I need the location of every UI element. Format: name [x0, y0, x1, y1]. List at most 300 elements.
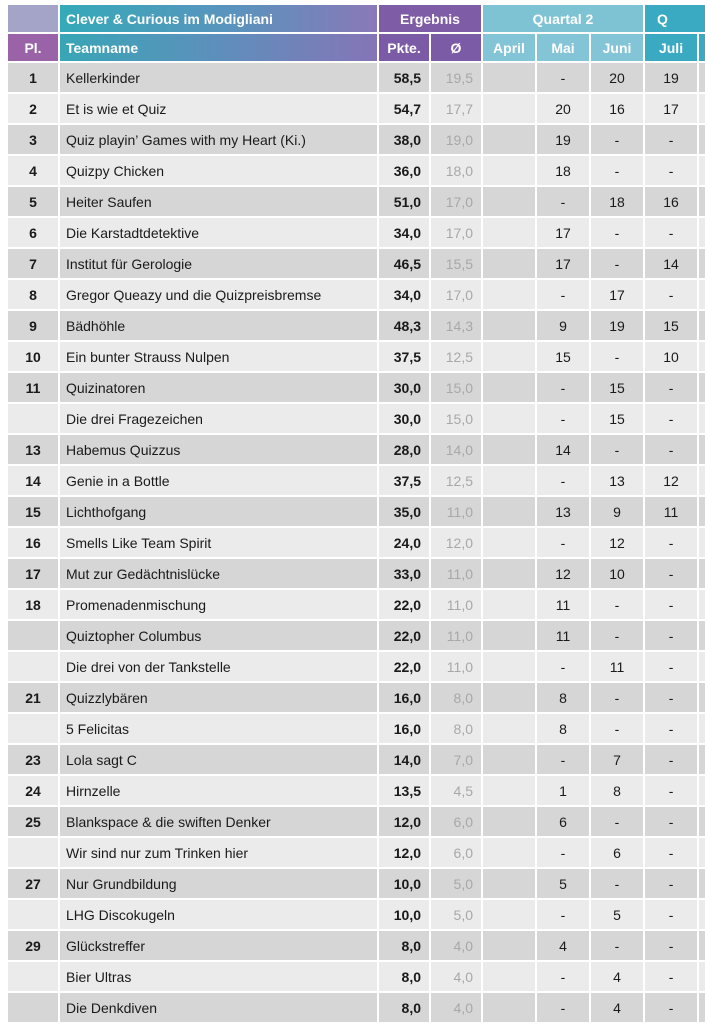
cell-place: 16 — [8, 528, 60, 559]
cell-april — [483, 683, 537, 714]
cell-points: 22,0 — [379, 621, 431, 652]
cell-place: 13 — [8, 435, 60, 466]
header-corner — [8, 5, 60, 34]
column-header-team[interactable]: Teamname — [60, 34, 379, 63]
cell-overflow — [699, 373, 705, 404]
cell-place: 8 — [8, 280, 60, 311]
cell-juli: - — [645, 528, 699, 559]
cell-overflow — [699, 125, 705, 156]
cell-mai: 15 — [537, 342, 591, 373]
cell-mai: 14 — [537, 435, 591, 466]
cell-juni: - — [591, 869, 645, 900]
cell-points: 38,0 — [379, 125, 431, 156]
cell-average: 5,0 — [431, 869, 483, 900]
cell-april — [483, 342, 537, 373]
cell-mai: 12 — [537, 559, 591, 590]
cell-overflow — [699, 187, 705, 218]
cell-points: 8,0 — [379, 962, 431, 993]
cell-average: 4,0 — [431, 962, 483, 993]
cell-juni: - — [591, 590, 645, 621]
cell-juni: 12 — [591, 528, 645, 559]
cell-overflow — [699, 838, 705, 869]
cell-team-name: Bädhöhle — [60, 311, 379, 342]
table-row[interactable] — [8, 156, 705, 187]
cell-team-name: Et is wie et Quiz — [60, 94, 379, 125]
table-row[interactable] — [8, 776, 705, 807]
cell-overflow — [699, 962, 705, 993]
cell-april — [483, 962, 537, 993]
table-row[interactable] — [8, 497, 705, 528]
cell-team-name: Kellerkinder — [60, 63, 379, 94]
cell-place: 9 — [8, 311, 60, 342]
cell-april — [483, 63, 537, 94]
table-row[interactable] — [8, 311, 705, 342]
table-row[interactable] — [8, 807, 705, 838]
cell-place — [8, 404, 60, 435]
cell-juni: - — [591, 435, 645, 466]
table-row[interactable] — [8, 838, 705, 869]
cell-team-name: Glückstreffer — [60, 931, 379, 962]
cell-april — [483, 776, 537, 807]
cell-average: 18,0 — [431, 156, 483, 187]
group-header-quarter: Quartal 2 — [483, 5, 645, 34]
cell-mai: 8 — [537, 714, 591, 745]
table-row[interactable] — [8, 63, 705, 94]
cell-average: 4,5 — [431, 776, 483, 807]
cell-overflow — [699, 807, 705, 838]
cell-average: 12,0 — [431, 528, 483, 559]
cell-juli: - — [645, 807, 699, 838]
cell-mai: 13 — [537, 497, 591, 528]
cell-team-name: Ein bunter Strauss Nulpen — [60, 342, 379, 373]
cell-juli: - — [645, 435, 699, 466]
table-row[interactable] — [8, 931, 705, 962]
table-row[interactable] — [8, 528, 705, 559]
cell-overflow — [699, 466, 705, 497]
cell-team-name: Heiter Saufen — [60, 187, 379, 218]
table-row[interactable] — [8, 125, 705, 156]
cell-overflow — [699, 683, 705, 714]
cell-juli: - — [645, 900, 699, 931]
cell-average: 14,3 — [431, 311, 483, 342]
cell-points: 34,0 — [379, 218, 431, 249]
cell-mai: 8 — [537, 683, 591, 714]
cell-place: 15 — [8, 497, 60, 528]
cell-overflow — [699, 931, 705, 962]
cell-points: 30,0 — [379, 373, 431, 404]
cell-juli: - — [645, 962, 699, 993]
cell-mai: - — [537, 404, 591, 435]
cell-mai: - — [537, 528, 591, 559]
cell-april — [483, 900, 537, 931]
cell-points: 37,5 — [379, 342, 431, 373]
cell-juni: - — [591, 342, 645, 373]
column-header-place[interactable]: Pl. — [8, 34, 60, 63]
cell-place: 6 — [8, 218, 60, 249]
table-row[interactable] — [8, 993, 705, 1024]
cell-average: 5,0 — [431, 900, 483, 931]
cell-average: 11,0 — [431, 559, 483, 590]
cell-place: 29 — [8, 931, 60, 962]
cell-team-name: Quizzlybären — [60, 683, 379, 714]
cell-points: 12,0 — [379, 807, 431, 838]
cell-april — [483, 280, 537, 311]
cell-points: 54,7 — [379, 94, 431, 125]
column-header-overflow — [699, 34, 705, 63]
table-row[interactable] — [8, 466, 705, 497]
cell-juli: - — [645, 404, 699, 435]
cell-place: 17 — [8, 559, 60, 590]
cell-overflow — [699, 497, 705, 528]
cell-team-name: Wir sind nur zum Trinken hier — [60, 838, 379, 869]
cell-april — [483, 621, 537, 652]
cell-juli: - — [645, 776, 699, 807]
cell-points: 34,0 — [379, 280, 431, 311]
cell-april — [483, 838, 537, 869]
cell-juli: - — [645, 373, 699, 404]
cell-average: 15,0 — [431, 404, 483, 435]
cell-juni: - — [591, 931, 645, 962]
table-row[interactable] — [8, 435, 705, 466]
cell-juni: 4 — [591, 962, 645, 993]
cell-mai: 9 — [537, 311, 591, 342]
cell-points: 37,5 — [379, 466, 431, 497]
cell-overflow — [699, 993, 705, 1024]
cell-mai: - — [537, 900, 591, 931]
cell-place — [8, 652, 60, 683]
cell-team-name: Bier Ultras — [60, 962, 379, 993]
cell-juni: - — [591, 249, 645, 280]
cell-overflow — [699, 249, 705, 280]
cell-juli: - — [645, 869, 699, 900]
cell-april — [483, 218, 537, 249]
cell-mai: 1 — [537, 776, 591, 807]
cell-points: 10,0 — [379, 900, 431, 931]
cell-points: 58,5 — [379, 63, 431, 94]
cell-points: 13,5 — [379, 776, 431, 807]
cell-juni: 18 — [591, 187, 645, 218]
cell-juli: 16 — [645, 187, 699, 218]
cell-points: 28,0 — [379, 435, 431, 466]
cell-average: 6,0 — [431, 838, 483, 869]
cell-overflow — [699, 435, 705, 466]
cell-team-name: Die drei Fragezeichen — [60, 404, 379, 435]
cell-points: 33,0 — [379, 559, 431, 590]
cell-mai: - — [537, 652, 591, 683]
cell-overflow — [699, 559, 705, 590]
cell-team-name: Lichthofgang — [60, 497, 379, 528]
group-header-result: Ergebnis — [379, 5, 483, 34]
cell-points: 24,0 — [379, 528, 431, 559]
cell-overflow — [699, 869, 705, 900]
cell-april — [483, 652, 537, 683]
cell-juni: - — [591, 125, 645, 156]
cell-place: 1 — [8, 63, 60, 94]
cell-juni: 15 — [591, 404, 645, 435]
cell-juli: - — [645, 559, 699, 590]
cell-juli: - — [645, 652, 699, 683]
cell-average: 19,5 — [431, 63, 483, 94]
cell-average: 11,0 — [431, 621, 483, 652]
cell-team-name: Blankspace & die swiften Denker — [60, 807, 379, 838]
cell-juni: 20 — [591, 63, 645, 94]
table-row[interactable] — [8, 373, 705, 404]
cell-average: 4,0 — [431, 931, 483, 962]
cell-juli: - — [645, 931, 699, 962]
cell-mai: 19 — [537, 125, 591, 156]
cell-april — [483, 559, 537, 590]
cell-place: 4 — [8, 156, 60, 187]
cell-team-name: 5 Felicitas — [60, 714, 379, 745]
cell-overflow — [699, 94, 705, 125]
cell-average: 4,0 — [431, 993, 483, 1024]
header-row-groups — [8, 5, 705, 34]
table-row[interactable] — [8, 621, 705, 652]
cell-juni: 8 — [591, 776, 645, 807]
cell-mai: 5 — [537, 869, 591, 900]
cell-juni: - — [591, 683, 645, 714]
table-row[interactable] — [8, 652, 705, 683]
cell-overflow — [699, 900, 705, 931]
cell-place: 2 — [8, 94, 60, 125]
cell-average: 12,5 — [431, 466, 483, 497]
cell-points: 46,5 — [379, 249, 431, 280]
table-row[interactable] — [8, 559, 705, 590]
cell-average: 15,5 — [431, 249, 483, 280]
cell-mai: - — [537, 373, 591, 404]
cell-juli: 10 — [645, 342, 699, 373]
table-row[interactable] — [8, 869, 705, 900]
cell-team-name: Quizpy Chicken — [60, 156, 379, 187]
cell-place: 23 — [8, 745, 60, 776]
cell-points: 35,0 — [379, 497, 431, 528]
cell-place: 7 — [8, 249, 60, 280]
cell-mai: - — [537, 962, 591, 993]
column-header-average[interactable]: Ø — [431, 34, 483, 63]
cell-place: 27 — [8, 869, 60, 900]
cell-juni: - — [591, 807, 645, 838]
cell-place: 25 — [8, 807, 60, 838]
cell-juni: - — [591, 156, 645, 187]
cell-average: 17,0 — [431, 218, 483, 249]
cell-juni: 9 — [591, 497, 645, 528]
cell-juni: 7 — [591, 745, 645, 776]
cell-april — [483, 466, 537, 497]
cell-juli: - — [645, 838, 699, 869]
cell-juli: - — [645, 621, 699, 652]
cell-overflow — [699, 156, 705, 187]
cell-mai: 11 — [537, 621, 591, 652]
cell-team-name: Smells Like Team Spirit — [60, 528, 379, 559]
table-row[interactable] — [8, 218, 705, 249]
cell-april — [483, 590, 537, 621]
cell-team-name: Die Denkdiven — [60, 993, 379, 1024]
cell-place — [8, 962, 60, 993]
cell-team-name: Mut zur Gedächtnislücke — [60, 559, 379, 590]
cell-place — [8, 714, 60, 745]
cell-team-name: Quiztopher Columbus — [60, 621, 379, 652]
cell-mai: - — [537, 466, 591, 497]
cell-mai: 17 — [537, 218, 591, 249]
cell-april — [483, 528, 537, 559]
cell-points: 51,0 — [379, 187, 431, 218]
cell-juli: 19 — [645, 63, 699, 94]
table-row[interactable] — [8, 745, 705, 776]
cell-juli: 15 — [645, 311, 699, 342]
cell-team-name: LHG Discokugeln — [60, 900, 379, 931]
cell-mai: - — [537, 745, 591, 776]
cell-team-name: Genie in a Bottle — [60, 466, 379, 497]
table-row[interactable] — [8, 249, 705, 280]
table-row[interactable] — [8, 590, 705, 621]
table-row[interactable] — [8, 683, 705, 714]
table-row[interactable] — [8, 280, 705, 311]
table-row[interactable] — [8, 187, 705, 218]
cell-average: 12,5 — [431, 342, 483, 373]
table-row[interactable] — [8, 900, 705, 931]
cell-mai: 11 — [537, 590, 591, 621]
column-header-points[interactable]: Pkte. — [379, 34, 431, 63]
cell-overflow — [699, 776, 705, 807]
cell-average: 19,0 — [431, 125, 483, 156]
cell-april — [483, 745, 537, 776]
cell-average: 7,0 — [431, 745, 483, 776]
cell-average: 11,0 — [431, 590, 483, 621]
cell-juli: - — [645, 745, 699, 776]
cell-points: 36,0 — [379, 156, 431, 187]
cell-overflow — [699, 342, 705, 373]
cell-place — [8, 993, 60, 1024]
cell-team-name: Die Karstadtdetektive — [60, 218, 379, 249]
table-row[interactable] — [8, 962, 705, 993]
cell-team-name: Quizinatoren — [60, 373, 379, 404]
cell-points: 22,0 — [379, 590, 431, 621]
cell-points: 10,0 — [379, 869, 431, 900]
cell-juni: 4 — [591, 993, 645, 1024]
column-header-mai[interactable]: Mai — [537, 34, 591, 63]
table-header — [8, 5, 705, 63]
cell-juni: 16 — [591, 94, 645, 125]
cell-mai: 18 — [537, 156, 591, 187]
cell-juli: - — [645, 683, 699, 714]
cell-overflow — [699, 745, 705, 776]
cell-overflow — [699, 280, 705, 311]
cell-place — [8, 621, 60, 652]
cell-april — [483, 931, 537, 962]
cell-mai: 17 — [537, 249, 591, 280]
cell-place: 3 — [8, 125, 60, 156]
cell-juli: 17 — [645, 94, 699, 125]
cell-april — [483, 156, 537, 187]
cell-april — [483, 311, 537, 342]
cell-team-name: Die drei von der Tankstelle — [60, 652, 379, 683]
cell-april — [483, 807, 537, 838]
cell-average: 15,0 — [431, 373, 483, 404]
cell-april — [483, 497, 537, 528]
table-row[interactable] — [8, 94, 705, 125]
cell-mai: 4 — [537, 931, 591, 962]
table-title: Clever & Curious im Modigliani — [60, 5, 379, 34]
cell-points: 8,0 — [379, 931, 431, 962]
cell-points: 16,0 — [379, 714, 431, 745]
cell-overflow — [699, 528, 705, 559]
column-header-juli[interactable]: Juli — [645, 34, 699, 63]
cell-points: 14,0 — [379, 745, 431, 776]
column-header-juni[interactable]: Juni — [591, 34, 645, 63]
cell-mai: - — [537, 187, 591, 218]
cell-april — [483, 249, 537, 280]
cell-juni: 15 — [591, 373, 645, 404]
cell-team-name: Quiz playin’ Games with my Heart (Ki.) — [60, 125, 379, 156]
cell-juni: - — [591, 218, 645, 249]
table-row[interactable] — [8, 404, 705, 435]
cell-juli: 11 — [645, 497, 699, 528]
cell-overflow — [699, 311, 705, 342]
cell-overflow — [699, 590, 705, 621]
cell-juli: - — [645, 218, 699, 249]
cell-mai: 6 — [537, 807, 591, 838]
cell-april — [483, 404, 537, 435]
cell-juli: 12 — [645, 466, 699, 497]
cell-points: 22,0 — [379, 652, 431, 683]
cell-average: 17,0 — [431, 187, 483, 218]
cell-juli: - — [645, 125, 699, 156]
cell-average: 14,0 — [431, 435, 483, 466]
cell-overflow — [699, 621, 705, 652]
cell-average: 17,0 — [431, 280, 483, 311]
cell-team-name: Promenadenmischung — [60, 590, 379, 621]
cell-mai: - — [537, 993, 591, 1024]
cell-juni: 13 — [591, 466, 645, 497]
cell-overflow — [699, 652, 705, 683]
cell-juni: - — [591, 621, 645, 652]
cell-juli: - — [645, 156, 699, 187]
column-header-april[interactable]: April — [483, 34, 537, 63]
cell-april — [483, 373, 537, 404]
cell-juni: - — [591, 714, 645, 745]
table-row[interactable] — [8, 342, 705, 373]
cell-overflow — [699, 404, 705, 435]
cell-points: 16,0 — [379, 683, 431, 714]
cell-team-name: Hirnzelle — [60, 776, 379, 807]
cell-overflow — [699, 714, 705, 745]
cell-juli: - — [645, 280, 699, 311]
cell-mai: - — [537, 280, 591, 311]
cell-mai: - — [537, 63, 591, 94]
cell-overflow — [699, 218, 705, 249]
group-header-next-quarter: Q — [645, 5, 705, 34]
cell-juni: 17 — [591, 280, 645, 311]
header-row-columns — [8, 34, 705, 63]
cell-place: 18 — [8, 590, 60, 621]
cell-juni: 11 — [591, 652, 645, 683]
cell-juli: - — [645, 590, 699, 621]
cell-juni: 10 — [591, 559, 645, 590]
cell-points: 48,3 — [379, 311, 431, 342]
cell-average: 6,0 — [431, 807, 483, 838]
cell-place — [8, 900, 60, 931]
cell-overflow — [699, 63, 705, 94]
cell-juli: 14 — [645, 249, 699, 280]
cell-team-name: Nur Grundbildung — [60, 869, 379, 900]
cell-place: 11 — [8, 373, 60, 404]
cell-april — [483, 869, 537, 900]
cell-average: 8,0 — [431, 683, 483, 714]
cell-place — [8, 838, 60, 869]
cell-place: 24 — [8, 776, 60, 807]
table-row[interactable] — [8, 714, 705, 745]
cell-april — [483, 435, 537, 466]
